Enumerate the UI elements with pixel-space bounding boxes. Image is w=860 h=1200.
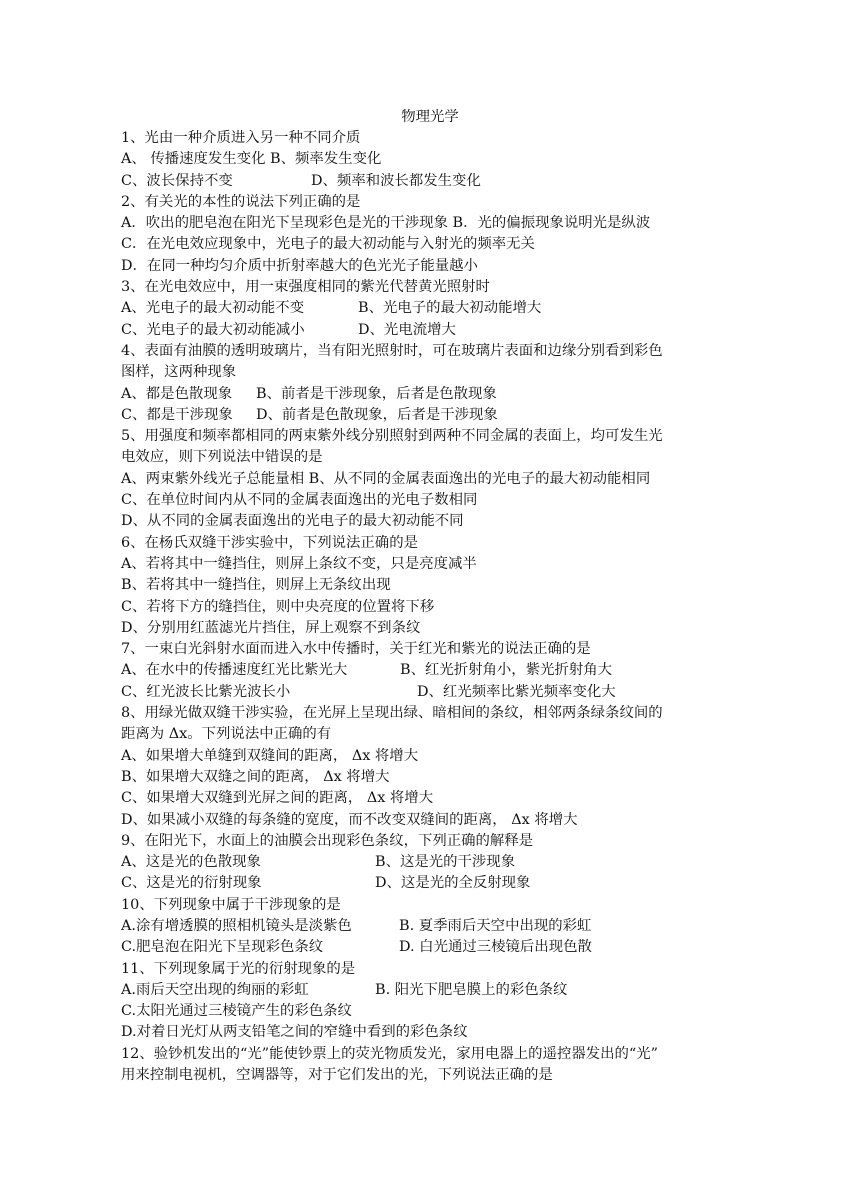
text-line bbox=[121, 447, 741, 468]
text-segment: D．在同一种均匀介质中折射率越大的色光光子能量越小 bbox=[121, 257, 478, 274]
text-line bbox=[121, 149, 741, 170]
text-line bbox=[121, 171, 741, 192]
text-line bbox=[121, 810, 741, 831]
text-segment: C、光电子的最大初动能减小 bbox=[121, 321, 305, 338]
text-line bbox=[121, 724, 741, 745]
text-segment: 用来控制电视机，空调器等，对于它们发出的光，下列说法正确的是 bbox=[121, 1067, 553, 1084]
text-segment: C、波长保持不变 bbox=[121, 172, 233, 189]
text-line bbox=[121, 298, 741, 319]
text-segment: 11、下列现象属于光的衍射现象的是 bbox=[121, 960, 356, 977]
text-segment: 3、在光电效应中，用一束强度相同的紫光代替黄光照射时 bbox=[121, 279, 490, 296]
text-segment: 4、表面有油膜的透明玻璃片，当有阳光照射时，可在玻璃片表面和边缘分别看到彩色 bbox=[121, 342, 663, 359]
text-segment: D、分别用红蓝滤光片挡住，屏上观察不到条纹 bbox=[121, 619, 421, 636]
question-list bbox=[121, 128, 741, 1086]
text-segment: 距离为 Δx。下列说法中正确的有 bbox=[121, 726, 332, 743]
text-line bbox=[121, 597, 741, 618]
text-segment: A、两束紫外线光子总能量相 B、从不同的金属表面逸出的光电子的最大初动能相同 bbox=[121, 470, 651, 487]
text-line bbox=[121, 490, 741, 511]
text-segment: B、红光折射角小，紫光折射角大 bbox=[400, 662, 613, 679]
text-line bbox=[121, 128, 741, 149]
text-segment: C.太阳光通过三棱镜产生的彩色条纹 bbox=[121, 1003, 352, 1020]
text-line bbox=[121, 384, 741, 405]
text-segment: A.涂有增透膜的照相机镜头是淡紫色 bbox=[121, 917, 352, 934]
text-segment: A、如果增大单缝到双缝间的距离， Δx 将增大 bbox=[121, 747, 419, 764]
page-title: 物理光学 bbox=[401, 109, 459, 125]
text-line bbox=[121, 426, 741, 447]
text-segment: A、 传播速度发生变化 B、频率发生变化 bbox=[121, 151, 382, 168]
text-line bbox=[121, 916, 741, 937]
text-segment: A、在水中的传播速度红光比紫光大 bbox=[121, 662, 348, 679]
text-line bbox=[121, 852, 741, 873]
text-segment: B、若将其中一缝挡住，则屏上无条纹出现 bbox=[121, 577, 391, 594]
text-line bbox=[121, 767, 741, 788]
text-segment: A．吹出的肥皂泡在阳光下呈现彩色是光的干涉现象 B．光的偏振现象说明光是纵波 bbox=[121, 215, 651, 232]
text-segment: 10、下列现象中属于干涉现象的是 bbox=[121, 896, 341, 913]
text-line bbox=[121, 895, 741, 916]
text-segment: D.对着日光灯从两支铅笔之间的窄缝中看到的彩色条纹 bbox=[121, 1024, 468, 1041]
text-segment: D、从不同的金属表面逸出的光电子的最大初动能不同 bbox=[121, 513, 464, 530]
text-line bbox=[121, 192, 741, 213]
text-line bbox=[121, 469, 741, 490]
text-line bbox=[121, 320, 741, 341]
text-segment: 2、有关光的本性的说法下列正确的是 bbox=[121, 193, 361, 210]
text-line bbox=[121, 277, 741, 298]
text-line bbox=[121, 341, 741, 362]
text-segment: D、如果减小双缝的每条缝的宽度，而不改变双缝间的距离， Δx 将增大 bbox=[121, 811, 578, 828]
text-segment: D、这是光的全反射现象 bbox=[375, 875, 531, 892]
text-segment: B、光电子的最大初动能增大 bbox=[358, 300, 542, 317]
text-segment: C.肥皂泡在阳光下呈现彩色条纹 bbox=[121, 939, 324, 956]
text-segment: B. 夏季雨后天空中出现的彩虹 bbox=[399, 917, 592, 934]
text-segment: D、前者是色散现象，后者是干涉现象 bbox=[256, 406, 498, 423]
text-segment: D、光电流增大 bbox=[358, 321, 456, 338]
text-segment: C、这是光的衍射现象 bbox=[121, 875, 262, 892]
text-segment: 1、光由一种介质进入另一种不同介质 bbox=[121, 130, 361, 146]
text-segment: A、都是色散现象 bbox=[121, 385, 233, 402]
text-line bbox=[121, 575, 741, 596]
text-line bbox=[121, 234, 741, 255]
text-line bbox=[121, 788, 741, 809]
text-segment: B、前者是干涉现象，后者是色散现象 bbox=[256, 385, 497, 402]
text-line bbox=[121, 362, 741, 383]
text-line bbox=[121, 937, 741, 958]
text-line bbox=[121, 682, 741, 703]
text-segment: 8、用绿光做双缝干涉实验，在光屏上呈现出绿、暗相间的条纹，相邻两条绿条纹间的 bbox=[121, 705, 663, 722]
text-segment: 图样，这两种现象 bbox=[121, 364, 237, 381]
text-line bbox=[121, 213, 741, 234]
text-segment: A.雨后天空出现的绚丽的彩虹 bbox=[121, 981, 309, 998]
text-line bbox=[121, 511, 741, 532]
text-line bbox=[121, 746, 741, 767]
text-line bbox=[121, 831, 741, 852]
text-line bbox=[121, 873, 741, 894]
text-segment: 5、用强度和频率都相同的两束紫外线分别照射到两种不同金属的表面上，均可发生光 bbox=[121, 428, 663, 445]
text-line bbox=[121, 618, 741, 639]
text-segment: C、如果增大双缝到光屏之间的距离， Δx 将增大 bbox=[121, 790, 434, 807]
text-segment: C、若将下方的缝挡住，则中央亮度的位置将下移 bbox=[121, 598, 435, 615]
text-segment: B、这是光的干涉现象 bbox=[375, 854, 516, 871]
text-line bbox=[121, 959, 741, 980]
text-segment: B、如果增大双缝之间的距离， Δx 将增大 bbox=[121, 768, 390, 785]
text-segment: C、红光波长比紫光波长小 bbox=[121, 683, 291, 700]
text-line bbox=[121, 980, 741, 1001]
text-segment: D、红光频率比紫光频率变化大 bbox=[417, 683, 616, 700]
text-segment: D、频率和波长都发生变化 bbox=[311, 172, 481, 189]
text-segment: 9、在阳光下，水面上的油膜会出现彩色条纹，下列正确的解释是 bbox=[121, 832, 534, 849]
text-line bbox=[121, 533, 741, 554]
text-segment: 12、验钞机发出的“光”能使钞票上的荧光物质发光，家用电器上的遥控器发出的“光” bbox=[121, 1045, 659, 1062]
text-line bbox=[121, 405, 741, 426]
text-line bbox=[121, 256, 741, 277]
text-segment: C、在单位时间内从不同的金属表面逸出的光电子数相同 bbox=[121, 492, 478, 509]
text-line bbox=[121, 1065, 741, 1086]
text-segment: A、光电子的最大初动能不变 bbox=[121, 300, 305, 317]
text-line bbox=[121, 703, 741, 724]
text-segment: C、都是干涉现象 bbox=[121, 406, 233, 423]
text-line bbox=[121, 660, 741, 681]
text-segment: B. 阳光下肥皂膜上的彩色条纹 bbox=[375, 981, 568, 998]
text-segment: 7、一束白光斜射水面而进入水中传播时，关于红光和紫光的说法正确的是 bbox=[121, 641, 591, 658]
text-segment: D. 白光通过三棱镜后出现色散 bbox=[399, 939, 592, 956]
text-line bbox=[121, 639, 741, 660]
text-line bbox=[121, 554, 741, 575]
text-line bbox=[121, 1022, 741, 1043]
text-segment: C．在光电效应现象中，光电子的最大初动能与入射光的频率无关 bbox=[121, 236, 535, 253]
text-segment: A、这是光的色散现象 bbox=[121, 854, 261, 871]
text-segment: 6、在杨氏双缝干涉实验中，下列说法正确的是 bbox=[121, 534, 418, 551]
text-line bbox=[121, 1044, 741, 1065]
text-segment: 电效应，则下列说法中错误的是 bbox=[121, 449, 323, 466]
text-segment: A、若将其中一缝挡住，则屏上条纹不变，只是亮度减半 bbox=[121, 555, 477, 572]
text-line bbox=[121, 1001, 741, 1022]
